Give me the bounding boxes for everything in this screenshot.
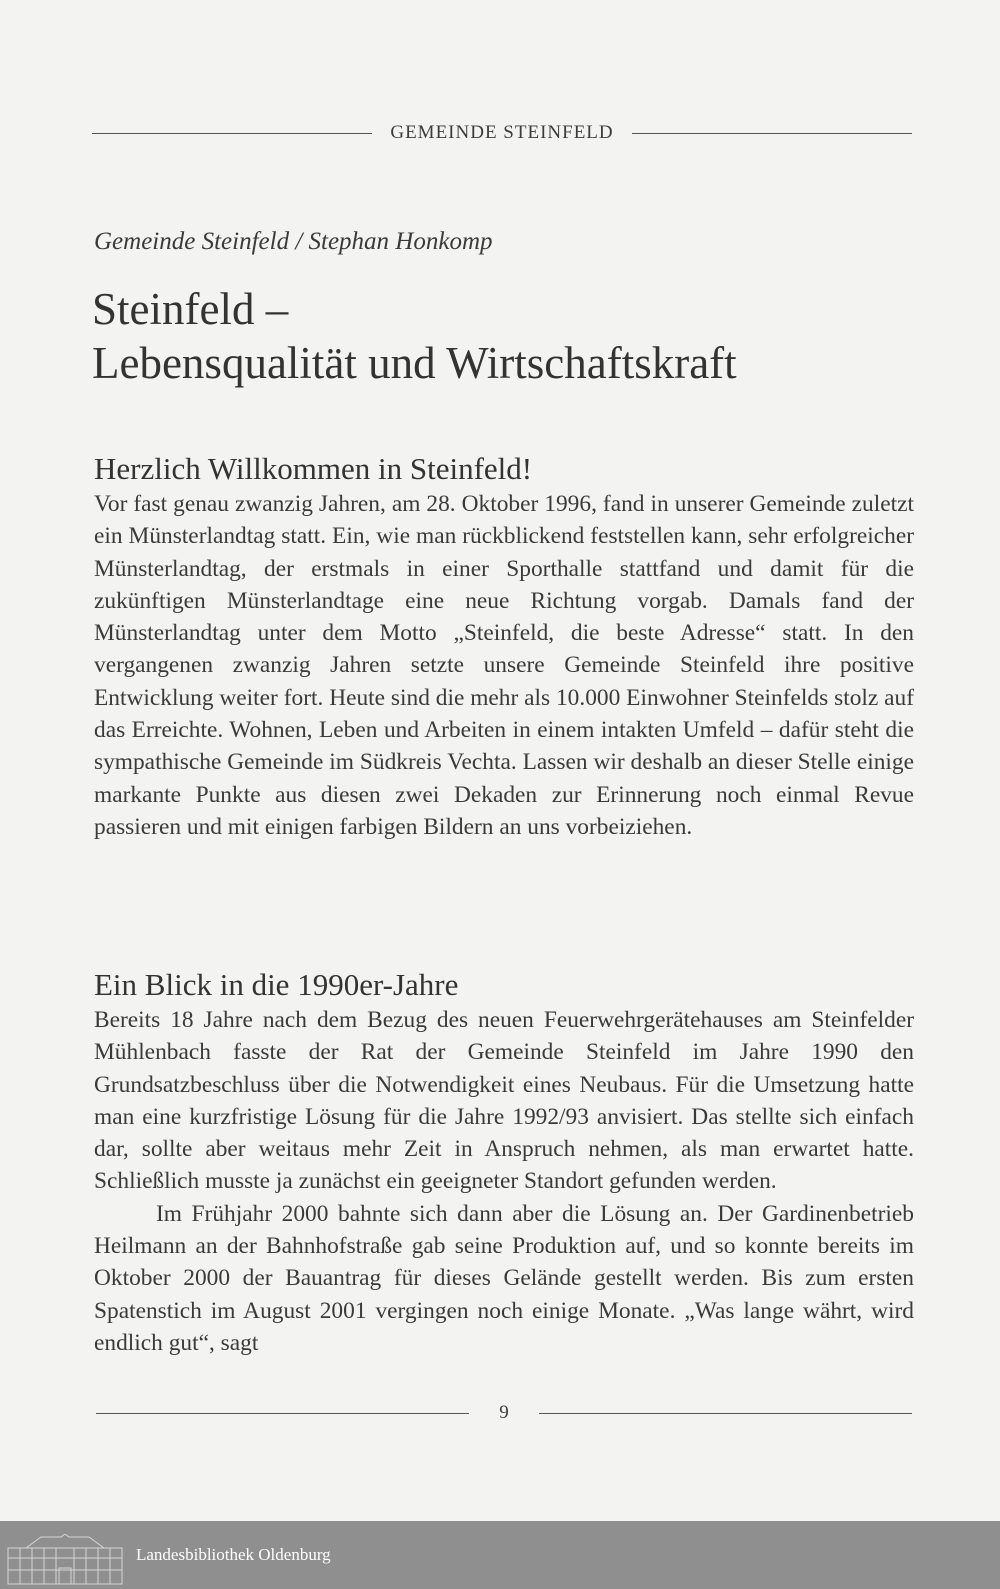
footer-rule-left	[96, 1413, 469, 1414]
section-welcome	[94, 450, 914, 843]
title-line-1: Steinfeld –	[92, 284, 289, 334]
running-title: GEMEINDE STEINFELD	[390, 122, 614, 143]
library-name: Landesbibliothek Oldenburg	[136, 1545, 331, 1564]
library-building-icon	[6, 1534, 124, 1586]
title-line-2: Lebensqualität und Wirtschaftskraft	[92, 338, 737, 388]
running-header	[92, 118, 912, 148]
section-heading: Ein Blick in die 1990er-Jahre	[94, 967, 459, 1002]
library-bar	[0, 1521, 1000, 1589]
header-rule-right	[632, 133, 912, 134]
section-heading: Herzlich Willkommen in Steinfeld!	[94, 451, 533, 486]
article-title	[92, 282, 737, 390]
header-rule-left	[92, 133, 372, 134]
paragraph: Vor fast genau zwanzig Jahren, am 28. Oktober 1996, fand in unserer Gemeinde zuletzt ein Münsterlandtag statt. Ein, wie man rückblickend feststellen kann, sehr erfolgreicher Münsterlandtag, der erstmals in einer Sporthalle stattfand und damit für die zukünftigen Münsterlandtage eine neue Richtung vorgab. Damals fand der Münsterlandtag unter dem Motto „Steinfeld, die beste Adresse“ statt. In den vergangenen zwanzig Jahren setzte unsere Gemeinde Steinfeld ihre positive Entwicklung weiter fort. Heute sind die mehr als 10.000 Einwohner Steinfelds stolz auf das Erreichte. Wohnen, Leben und Arbeiten in einem intakten Umfeld – dafür steht die sympathische Gemeinde im Südkreis Vechta. Lassen wir deshalb an dieser Stelle einige markante Punkte aus diesen zwei Dekaden zur Erinnerung noch einmal Revue passieren und mit einigen farbigen Bildern an uns vorbeiziehen.	[94, 491, 914, 840]
footer-rule-right	[539, 1413, 912, 1414]
paragraph: Bereits 18 Jahre nach dem Bezug des neuen Feuerwehrgerätehauses am Steinfelder Mühlenbach fasste der Rat der Gemeinde Steinfeld im Jahre 1990 den Grundsatzbeschluss über die Notwendigkeit eines Neubaus. Für die Umsetzung hatte man eine kurzfristige Lösung für die Jahre 1992/93 anvisiert. Das stellte sich einfach dar, sollte aber weitaus mehr Zeit in Anspruch nehmen, als man erwartet hatte. Schließlich musste ja zunächst ein geeigneter Standort gefunden werden.	[94, 1007, 914, 1195]
page-number: 9	[499, 1402, 509, 1423]
page-footer	[96, 1398, 912, 1428]
section-1990s	[94, 966, 914, 1359]
article-author: Gemeinde Steinfeld / Stephan Honkomp	[94, 228, 493, 255]
paragraph: Im Frühjahr 2000 bahnte sich dann aber die Lösung an. Der Gardinenbetrieb Heilmann an der Bahnhofstraße gab seine Produktion auf, und so konnte bereits im Oktober 2000 der Bauantrag für dieses Gelände gestellt werden. Bis zum ersten Spatenstich im August 2001 vergingen noch einige Monate. „Was lange währt, wird endlich gut“, sagt	[94, 1200, 914, 1356]
